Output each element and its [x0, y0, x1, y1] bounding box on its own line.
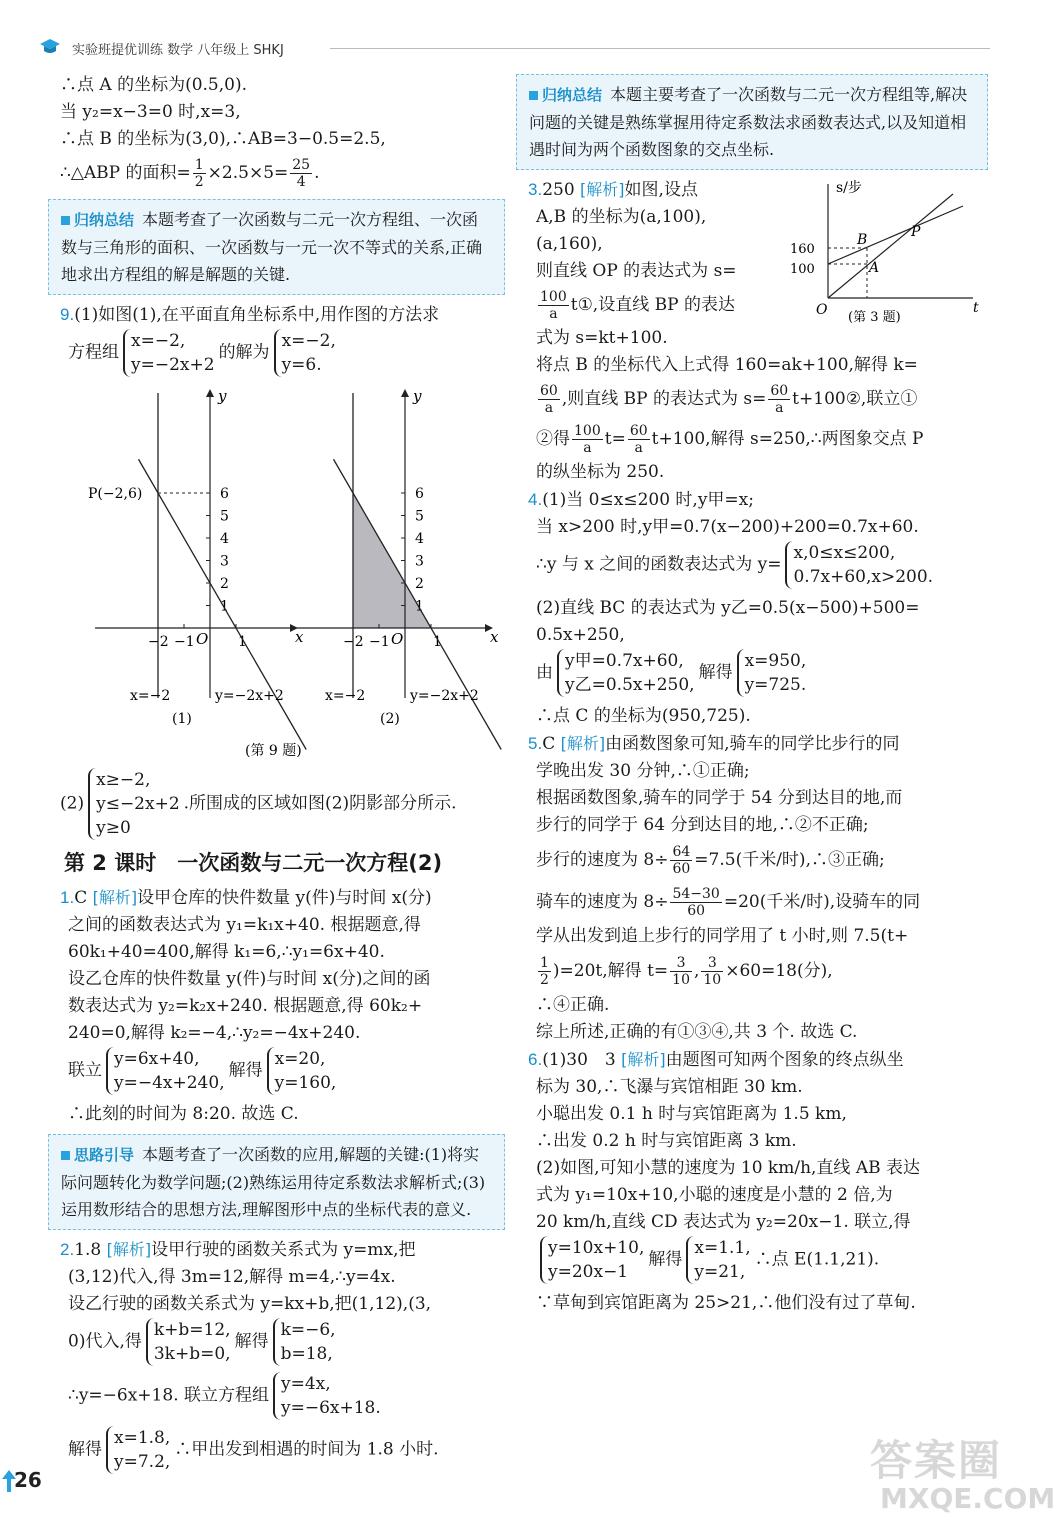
text-line: 0.5x+250,: [536, 625, 625, 645]
text: .所围成的区域如图(2)阴影部分所示.: [183, 793, 457, 814]
graph-1: [88, 387, 306, 759]
text: 方程组: [68, 342, 119, 363]
line2-label: y=−2x+2: [410, 688, 479, 704]
analysis-tag: [解析]: [106, 1240, 152, 1259]
q3-frac-line: $\frac{100}{a}$ t①,设直线 BP 的表达: [540, 289, 735, 322]
x-tick-label: −1: [369, 634, 390, 650]
y-tick-label: 2: [220, 576, 229, 592]
text: (1)当 0≤x≤200 时,y甲=x;: [542, 490, 754, 510]
y-label: s/步: [836, 180, 862, 196]
analysis-tag: [解析]: [560, 734, 606, 753]
x-tick-label: −2: [343, 634, 364, 650]
x-tick-label: 1: [433, 634, 442, 650]
text-line: 当 y₂=x−3=0 时,x=3,: [60, 102, 241, 122]
q9-line: [60, 301, 505, 329]
text-line: 数表达式为 y₂=k₂x+240. 根据题意,得 60k₂+: [68, 996, 423, 1016]
right-column: [528, 72, 988, 1317]
thinking-label: 思路引导: [61, 1142, 134, 1169]
q5-line: [528, 730, 988, 758]
tick-160: 160: [790, 242, 815, 257]
text-line: ∴点 A 的坐标为(0.5,0).: [60, 75, 248, 95]
summary-text: 本题主要考查了一次函数与二元一次方程组等,解决问题的关键是熟练掌握用待定系数法求函数表达式,以及知道相遇时间为两个函数图象的交点坐标.: [529, 85, 968, 159]
text-line: 式为 s=kt+100.: [536, 328, 668, 348]
caption-2: (2): [380, 711, 400, 727]
answer: C: [74, 888, 88, 908]
figure-3-title: (第 3 题): [848, 310, 901, 325]
inequality-system: x≥−2, y≤−2x+2 y≥0: [88, 768, 180, 840]
text-line: ∴点 C 的坐标为(950,725).: [536, 706, 751, 726]
analysis-tag: [解析]: [621, 1050, 666, 1069]
text: ×2.5×5=: [207, 163, 289, 183]
text-line: 标为 30,∴飞瀑与宾馆相距 30 km.: [536, 1077, 803, 1097]
summary-label: 归纳总结: [61, 207, 134, 234]
caption-1: (1): [172, 711, 192, 727]
figure-9-graphs: [60, 383, 505, 763]
text: ∴△ABP 的面积=: [60, 163, 191, 183]
question-number: 1.: [60, 888, 75, 907]
y-tick-label: 6: [220, 486, 229, 502]
text-line: ∴此刻的时间为 8:20. 故选 C.: [68, 1104, 299, 1124]
left-column: [60, 72, 505, 1480]
q5-frac-line: $\frac{1}{2}$ )=20t,解得 t= $\frac{3}{10}$ , $\frac{3}{10}$ ×60=18(分),: [540, 955, 833, 988]
thinking-text: 本题考查了一次函数的应用,解题的关键:(1)将实际问题转化为数学问题;(2)熟练运用待定系数法求解析式;(3)运用数形结合的思想方法,理解图形中点的坐标代表的意义.: [61, 1145, 486, 1219]
y-tick-label: 5: [415, 508, 424, 525]
y-tick-label: 5: [220, 508, 229, 525]
thinking-box: [48, 1134, 505, 1230]
q4-system: 由y甲=0.7x+60, y乙=0.5x+250,解得x=950, y=725.: [536, 651, 807, 695]
text-line: (a,160),: [536, 234, 603, 254]
header-rule: [330, 48, 990, 49]
text-line: 之间的函数表达式为 y₁=k₁x+40. 根据题意,得: [68, 915, 421, 935]
summary-text: 本题考查了一次函数与二元一次方程组、一次函数与三角形的面积、一次函数与一元一次不等式的关系,正确地求出方程组的解是解题的关键.: [61, 210, 483, 284]
y-label: y: [413, 387, 422, 405]
text-line: 根据函数图象,骑车的同学于 54 分到达目的地,而: [536, 788, 903, 808]
q2-line: [60, 1236, 505, 1264]
text: 由题图可知两个图象的终点纵坐: [665, 1050, 904, 1070]
q4-line: [528, 486, 988, 514]
text: 由函数图象可知,骑车的同学比步行的同: [605, 734, 900, 754]
text-line: 设乙仓库的快件数量 y(件)与时间 x(分)之间的函: [68, 969, 431, 989]
fraction: $\frac{25}{4}$: [292, 157, 311, 190]
q2-system-2: ∴y=−6x+18. 联立方程组y=4x, y=−6x+18.: [68, 1374, 381, 1418]
summary-label: 归纳总结: [529, 82, 602, 109]
q5-frac-line: 骑车的速度为 8÷ $\frac{54-30}{60}$ =20(千米/时),设骑车的同: [536, 886, 921, 919]
fraction: $\frac{1}{2}$: [194, 157, 204, 190]
answer: (1)30 3: [542, 1050, 616, 1070]
text: 的解为: [218, 342, 270, 363]
answer: C: [542, 734, 556, 754]
line2-label: y=−2x+2: [215, 688, 284, 704]
q9-system-line: [60, 329, 505, 383]
text-line: 学从出发到追上步行的同学用了 t 小时,则 7.5(t+: [536, 926, 909, 946]
question-number: 4.: [528, 490, 543, 509]
text-line: (2)如图,可知小慧的速度为 10 km/h,直线 AB 表达: [536, 1158, 921, 1178]
tick-100: 100: [790, 262, 815, 277]
text: 如图,设点: [624, 180, 698, 200]
book-logo-icon: [38, 36, 62, 56]
origin-label: O: [816, 302, 828, 318]
figure-9: [60, 383, 505, 768]
text-line: (3,12)代入,得 3m=12,解得 m=4,∴y=4x.: [68, 1267, 396, 1287]
text-line: A,B 的坐标为(a,100),: [536, 207, 707, 227]
text-line: 的纵坐标为 250.: [536, 462, 665, 482]
point-p-label: P: [911, 224, 921, 240]
q3-line: [528, 176, 988, 204]
text: 设甲仓库的快件数量 y(件)与时间 x(分): [137, 888, 432, 908]
text: 设甲行驶的函数关系式为 y=mx,把: [151, 1240, 416, 1260]
q6-system: y=10x+10, y=20x−1解得x=1.1, y=21,∴点 E(1.1,21).: [528, 1236, 988, 1290]
origin-label: O: [196, 630, 209, 648]
q5-frac-line: 步行的速度为 8÷ $\frac{64}{60}$ =7.5(千米/时),∴③正确;: [536, 844, 885, 877]
text-line: 240=0,解得 k₂=−4,∴y₂=−4x+240.: [68, 1023, 361, 1043]
q4-piecewise: ∴y 与 x 之间的函数表达式为 y=x,0≤x≤200, 0.7x+60,x>200.: [536, 543, 934, 587]
text-line: ∴出发 0.2 h 时与宾馆距离 3 km.: [536, 1131, 797, 1151]
q2-system-3: 解得x=1.8, y=7.2,∴甲出发到相遇的时间为 1.8 小时.: [68, 1428, 439, 1472]
y-tick-label: 4: [415, 531, 424, 547]
x-label: x: [490, 628, 499, 646]
text-line: 学晚出发 30 分钟,∴①正确;: [536, 761, 750, 781]
text-line: 将点 B 的坐标代入上式得 160=ak+100,解得 k=: [536, 355, 918, 375]
q3-frac-line: ②得 $\frac{100}{a}$ t= $\frac{60}{a}$ t+100,解得 s=250,∴两图象交点 P: [536, 423, 924, 456]
y-tick-label: 2: [415, 576, 424, 592]
text-line: 则直线 OP 的表达式为 s=: [536, 261, 737, 281]
text-line: 20 km/h,直线 CD 表达式为 y₂=20x−1. 联立,得: [536, 1212, 911, 1232]
figure-9-title: (第 9 题): [245, 743, 302, 759]
line1-label: x=−2: [130, 688, 171, 704]
watermark: 答案圈: [870, 1436, 1003, 1485]
question-number: 9.: [60, 305, 75, 324]
text: (2): [60, 793, 85, 814]
text-line: 60k₁+40=400,解得 k₁=6,∴y₁=6x+40.: [68, 942, 385, 962]
y-tick-label: 1: [220, 598, 229, 615]
question-number: 6.: [528, 1050, 543, 1069]
point-b-label: B: [857, 232, 868, 248]
analysis-tag: [解析]: [580, 180, 625, 199]
y-axis-arrow-icon: [206, 389, 214, 397]
text-line: 步行的同学于 64 分到达目的地,∴②不正确;: [536, 815, 869, 835]
question-number: 3.: [528, 180, 543, 199]
x-label: t: [973, 300, 979, 316]
text-line: 设乙行驶的函数关系式为 y=kx+b,把(1,12),(3,: [68, 1294, 432, 1314]
text-line: (2)直线 BC 的表达式为 y乙=0.5(x−500)+500=: [536, 598, 920, 618]
line1-label: x=−2: [325, 688, 366, 704]
y-tick-label: 1: [415, 598, 424, 615]
answer: 1.8: [74, 1240, 102, 1260]
page-number: 26: [14, 1468, 42, 1492]
text-line: 综上所述,正确的有①③④,共 3 个. 故选 C.: [536, 1022, 858, 1042]
y-tick-label: 4: [220, 531, 229, 547]
answer: 250: [542, 180, 575, 200]
text: .: [314, 163, 320, 183]
text-line: ∴④正确.: [536, 995, 610, 1015]
summary-box-2: [516, 74, 988, 170]
line-y-eq-neg2x-plus-2: [139, 459, 307, 749]
point-p-label: P(−2,6): [88, 486, 143, 502]
text: (1)如图(1),在平面直角坐标系中,用作图的方法求: [74, 305, 440, 325]
y-axis-arrow-icon: [401, 389, 409, 397]
watermark-domain: MXQE.COM: [880, 1482, 1055, 1515]
x-tick-label: 1: [238, 634, 247, 650]
point-a-label: A: [869, 260, 880, 276]
q3-block: [528, 176, 988, 325]
graph-2: [290, 387, 501, 750]
text-line: ∴点 B 的坐标为(3,0),∴AB=3−0.5=2.5,: [60, 129, 386, 149]
page-header: [0, 0, 1031, 70]
solution-system: x=−2, y=6.: [274, 329, 336, 377]
y-label: y: [218, 387, 227, 405]
x-label: x: [295, 628, 304, 646]
analysis-tag: [解析]: [92, 888, 138, 907]
y-tick-label: 6: [415, 486, 424, 502]
q1-line: [60, 884, 505, 912]
question-number: 5.: [528, 734, 543, 753]
summary-box: [48, 199, 505, 295]
area-line: [60, 153, 505, 193]
question-number: 2.: [60, 1240, 75, 1259]
q3-frac-line: $\frac{60}{a}$ ,则直线 BP 的表达式为 s= $\frac{60}{a}$ t+100②,联立①: [540, 383, 918, 416]
equation-system: x=−2, y=−2x+2: [123, 329, 215, 377]
q2-system: 0)代入,得k+b=12, 3k+b=0,解得k=−6, b=18,: [68, 1320, 336, 1364]
text-line: 式为 y₁=10x+10,小聪的速度是小慧的 2 倍,为: [536, 1185, 893, 1205]
q6-line: [528, 1046, 988, 1074]
y-tick-label: 3: [415, 553, 424, 570]
q9-part2: [60, 768, 505, 840]
text-line: 当 x>200 时,y甲=0.7(x−200)+200=0.7x+60.: [536, 517, 919, 537]
y-tick-label: 3: [220, 553, 229, 570]
text-line: ∵草甸到宾馆距离为 25>21,∴他们没有过了草甸.: [536, 1293, 916, 1313]
x-tick-label: −1: [174, 634, 195, 650]
x-tick-label: −2: [148, 634, 169, 650]
q1-system: 联立y=6x+40, y=−4x+240,解得x=20, y=160,: [68, 1049, 337, 1093]
section-title: 第 2 课时 一次函数与二元一次方程(2): [64, 851, 443, 875]
text-line: 小聪出发 0.1 h 时与宾馆距离为 1.5 km,: [536, 1104, 847, 1124]
origin-label: O: [391, 630, 404, 648]
header-title: 实验班提优训练 数学 八年级上 SHKJ: [72, 43, 284, 58]
